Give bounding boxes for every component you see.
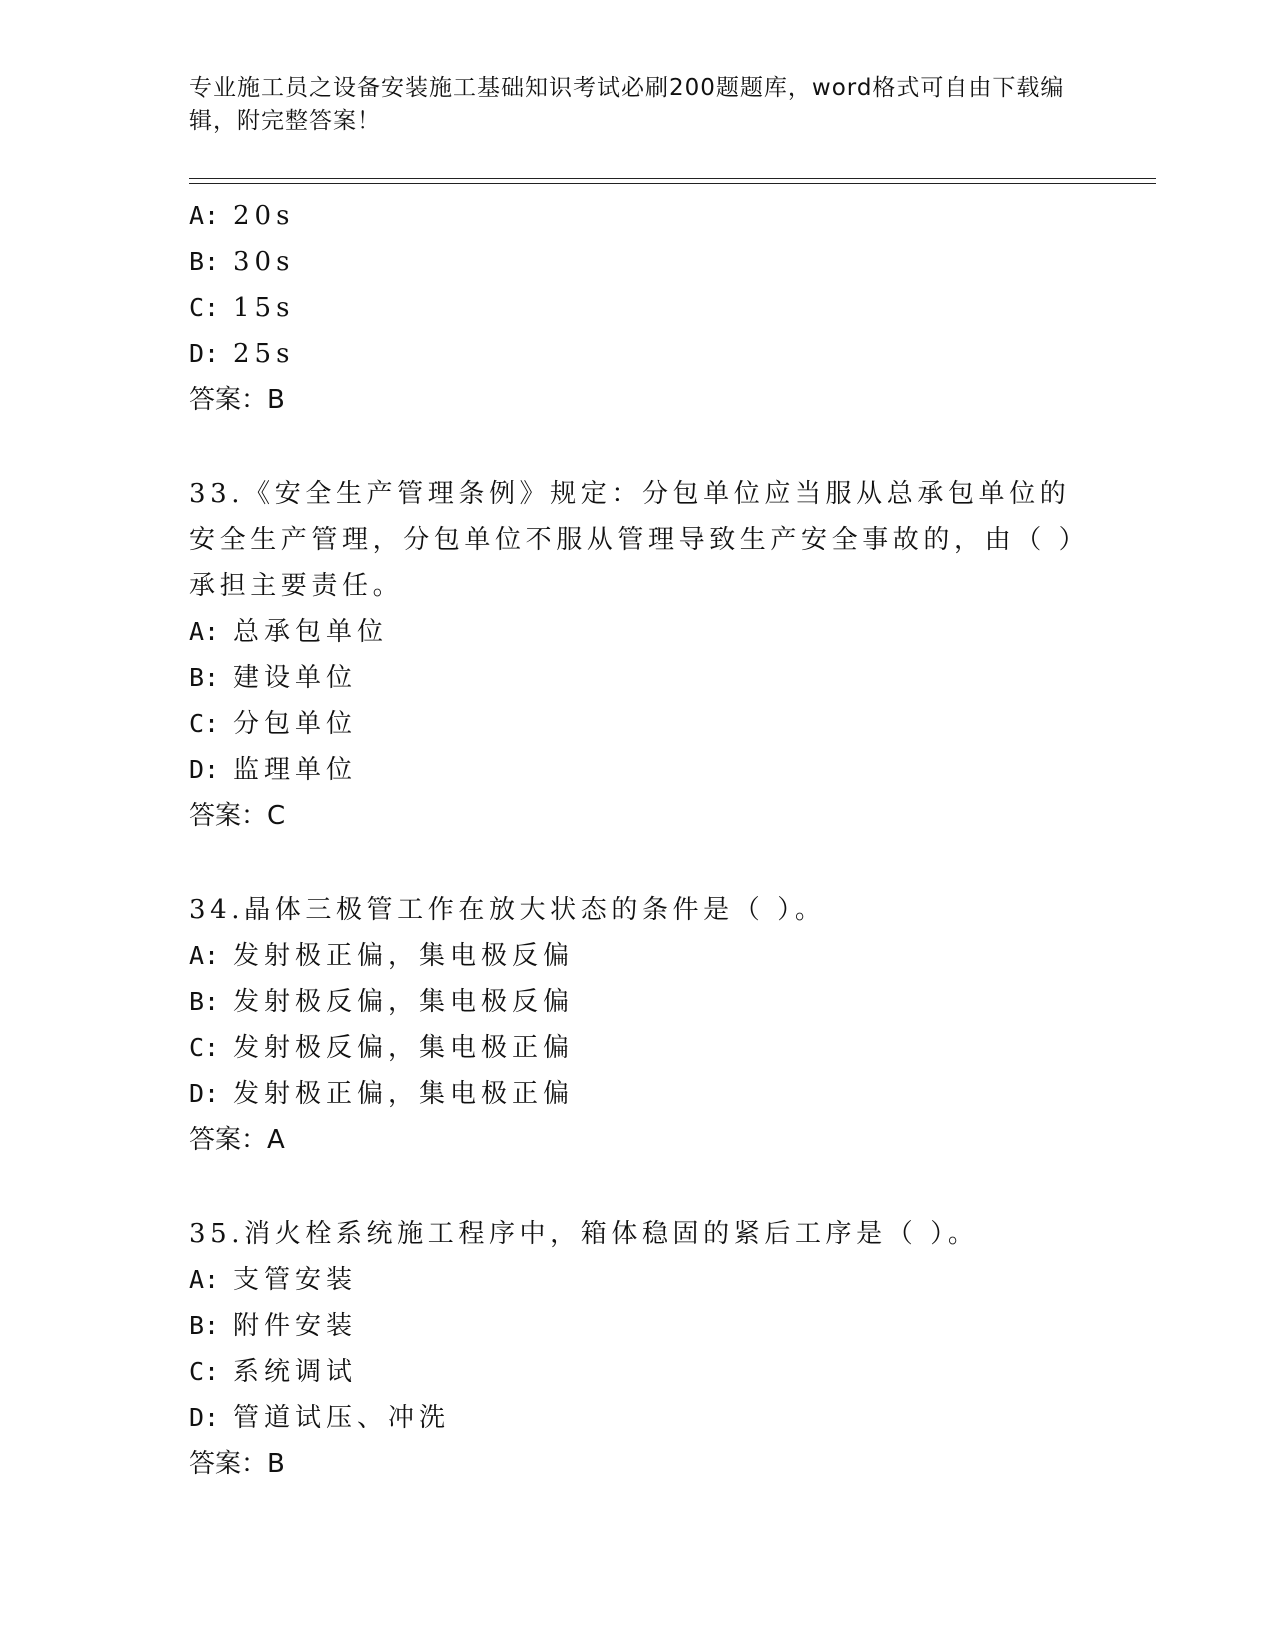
question-block <box>189 193 1089 423</box>
option-label: D: <box>189 755 220 784</box>
option-b <box>189 1303 1089 1349</box>
option-label: D: <box>189 1403 220 1432</box>
question-block <box>189 471 1089 839</box>
option-text: 发射极反偏，集电极正偏 <box>233 1033 575 1063</box>
option-label: C: <box>189 709 220 738</box>
option-c <box>189 1349 1089 1395</box>
option-label: C: <box>189 1033 220 1062</box>
option-label: D: <box>189 1079 220 1108</box>
option-b <box>189 239 1089 285</box>
option-d <box>189 331 1089 377</box>
option-text: 发射极正偏，集电极正偏 <box>233 1079 575 1109</box>
option-label: A: <box>189 1265 220 1294</box>
option-text: 总承包单位 <box>233 617 389 647</box>
question-block <box>189 887 1089 1163</box>
option-text: 15s <box>233 293 295 323</box>
option-label: D: <box>189 339 220 368</box>
option-c <box>189 701 1089 747</box>
option-text: 建设单位 <box>233 663 358 693</box>
header-divider-bottom <box>189 183 1156 184</box>
option-d <box>189 1395 1089 1441</box>
question-list <box>189 193 1089 1487</box>
option-label: A: <box>189 617 220 646</box>
option-label: B: <box>189 987 220 1016</box>
option-label: B: <box>189 247 220 276</box>
option-a <box>189 193 1089 239</box>
option-label: B: <box>189 663 220 692</box>
option-label: A: <box>189 201 220 230</box>
option-b <box>189 655 1089 701</box>
answer-text: 答案：B <box>189 1449 285 1479</box>
answer-text: 答案：A <box>189 1125 285 1155</box>
question-text: 35.消火栓系统施工程序中，箱体稳固的紧后工序是（ ）。 <box>189 1219 979 1249</box>
option-text: 管道试压、冲洗 <box>233 1403 451 1433</box>
question-text: 33.《安全生产管理条例》规定：分包单位应当服从总承包单位的安全生产管理，分包单位不服从管理导致生产安全事故的，由（ ）承担主要责任。 <box>189 479 1077 601</box>
header-divider-top <box>189 178 1156 179</box>
question-block <box>189 1211 1089 1487</box>
option-c <box>189 1025 1089 1071</box>
option-d <box>189 1071 1089 1117</box>
option-b <box>189 979 1089 1025</box>
option-text: 附件安装 <box>233 1311 358 1341</box>
option-label: A: <box>189 941 220 970</box>
option-text: 监理单位 <box>233 755 358 785</box>
option-text: 25s <box>233 339 295 369</box>
option-label: B: <box>189 1311 220 1340</box>
option-text: 20s <box>233 201 295 231</box>
option-text: 系统调试 <box>233 1357 358 1387</box>
option-a <box>189 933 1089 979</box>
option-label: C: <box>189 293 220 322</box>
option-c <box>189 285 1089 331</box>
option-a <box>189 609 1089 655</box>
option-text: 发射极正偏，集电极反偏 <box>233 941 575 971</box>
option-d <box>189 747 1089 793</box>
question-text: 34.晶体三极管工作在放大状态的条件是（ ）。 <box>189 895 826 925</box>
answer-text: 答案：B <box>189 385 285 415</box>
option-text: 发射极反偏，集电极反偏 <box>233 987 575 1017</box>
answer-text: 答案：C <box>189 801 286 831</box>
option-text: 支管安装 <box>233 1265 358 1295</box>
option-text: 30s <box>233 247 295 277</box>
document-header: 专业施工员之设备安装施工基础知识考试必刷200题题库，word格式可自由下载编辑，附完整答案！ <box>189 75 1065 134</box>
option-a <box>189 1257 1089 1303</box>
option-text: 分包单位 <box>233 709 358 739</box>
option-label: C: <box>189 1357 220 1386</box>
